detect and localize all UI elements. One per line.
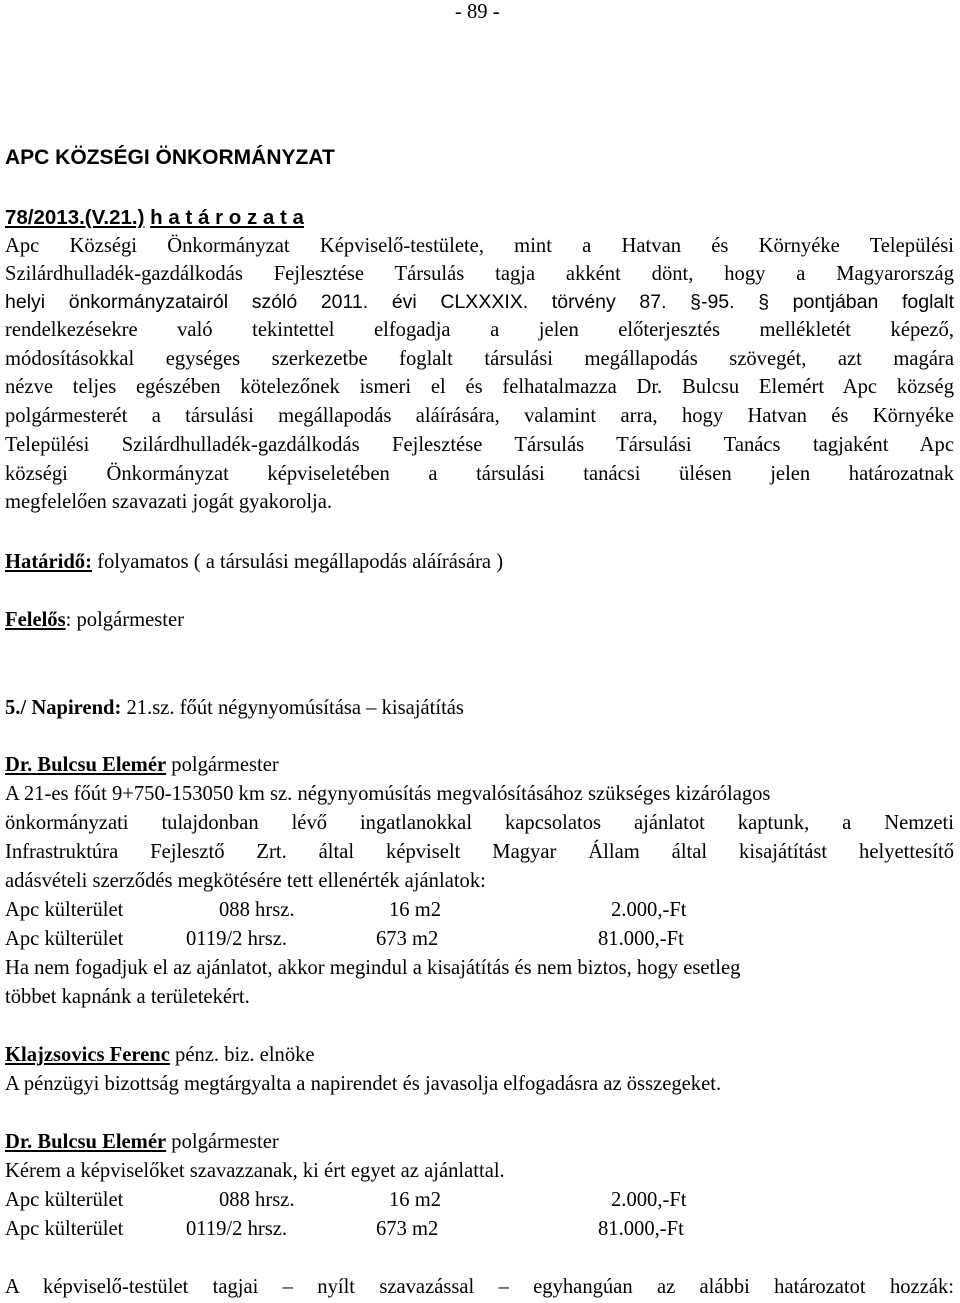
speaker-3-role: polgármester [166, 1131, 279, 1153]
resolution-line-10: megfelelően szavazati jogát gyakorolja. [5, 491, 333, 513]
resolution-line-3: helyi önkormányzatairól szóló 2011. évi CLXXXIX. törvény 87. §-95. § pontjában foglalt [5, 291, 954, 313]
speaker-1 [5, 753, 279, 777]
deadline [5, 550, 503, 574]
responsible-label: Felelős [5, 609, 66, 631]
parcel-place: Apc külterület [5, 1189, 124, 1211]
speaker-1-line-4: adásvételi szerződés megkötésére tett ellenérték ajánlatok: [5, 870, 486, 892]
parcel-area: 673 m2 [376, 928, 439, 950]
resolution-line-4: rendelkezésekre való tekintettel elfogadja a jelen előterjesztés mellékletét képező, [5, 319, 954, 341]
agenda-label: 5./ Napirend: [5, 697, 122, 719]
parcel-area: 16 m2 [389, 899, 442, 921]
parcel-area: 16 m2 [389, 1189, 442, 1211]
deadline-label: Határidő: [5, 551, 92, 573]
resolution-line-7: polgármesterét a társulási megállapodás aláírására, valamint arra, hogy Hatvan és Környéke [5, 405, 954, 427]
resolution-label: h a t á r o z a t a [150, 206, 304, 229]
parcel-price: 2.000,-Ft [611, 899, 687, 921]
speaker-1-line-2: önkormányzati tulajdonban lévő ingatlanokkal kapcsolatos ajánlatot kaptunk, a Nemzeti [5, 812, 954, 834]
parcel-price: 81.000,-Ft [598, 928, 684, 950]
parcel-hrsz: 0119/2 hrsz. [186, 1218, 288, 1240]
resolution-line-8: Települési Szilárdhulladék-gazdálkodás Fejlesztése Társulás Társulási Tanács tagjaként Apc [5, 434, 954, 456]
parcel-place: Apc külterület [5, 1218, 124, 1240]
speaker-1-line-3: Infrastruktúra Fejlesztő Zrt. által képviselt Magyar Állam által kisajátítást helyettesítő [5, 841, 954, 863]
speaker-2-role: pénz. biz. elnöke [169, 1044, 315, 1066]
resolution-line-5: módosításokkal egységes szerkezetbe foglalt társulási megállapodás szövegét, azt magára [5, 348, 954, 370]
document-heading: APC KÖZSÉGI ÖNKORMÁNYZAT [5, 146, 335, 169]
speaker-1-after-line-2: többet kapnánk a területekért. [5, 986, 250, 1008]
resolution-line-9: községi Önkormányzat képviseletében a társulási tanácsi ülésen jelen határozatnak [5, 463, 954, 485]
resolution-line-1: Apc Községi Önkormányzat Képviselő-testülete, mint a Hatvan és Környéke Települési [5, 235, 954, 257]
resolution-line-2: Szilárdhulladék-gazdálkodás Fejlesztése Társulás tagja akként dönt, hogy a Magyarország [5, 263, 954, 285]
parcel-hrsz: 088 hrsz. [219, 899, 295, 921]
speaker-3 [5, 1130, 279, 1154]
speaker-2 [5, 1043, 315, 1067]
speaker-1-name: Dr. Bulcsu Elemér [5, 754, 167, 776]
parcel-place: Apc külterület [5, 899, 124, 921]
speaker-2-line: A pénzügyi bizottság megtárgyalta a napirendet és javasolja elfogadásra az összegeket. [5, 1073, 722, 1095]
resolution-number: 78/2013.(V.21.) [5, 206, 145, 229]
speaker-1-after-line-1: Ha nem fogadjuk el az ajánlatot, akkor megindul a kisajátítás és nem biztos, hogy esetleg [5, 957, 741, 979]
parcel-area: 673 m2 [376, 1218, 439, 1240]
speaker-1-role: polgármester [166, 754, 279, 776]
parcel-price: 2.000,-Ft [611, 1189, 687, 1211]
resolution-header [5, 206, 304, 230]
agenda-value: 21.sz. főút négynyomúsítása – kisajátítás [121, 697, 464, 719]
resolution-line-6: nézve teljes egészében kötelezőnek ismeri el és felhatalmazza Dr. Bulcsu Elemért Apc község [5, 376, 954, 398]
parcel-place: Apc külterület [5, 928, 124, 950]
parcel-price: 81.000,-Ft [598, 1218, 684, 1240]
deadline-value: folyamatos ( a társulási megállapodás aláírására ) [91, 551, 504, 573]
responsible-value: : polgármester [65, 609, 184, 631]
speaker-2-name: Klajzsovics Ferenc [5, 1044, 170, 1066]
closing-line: A képviselő-testület tagjai – nyílt szavazással – egyhangúan az alábbi határozatot hozzák: [5, 1276, 954, 1298]
agenda-item [5, 696, 464, 720]
speaker-3-name: Dr. Bulcsu Elemér [5, 1131, 167, 1153]
speaker-3-line: Kérem a képviselőket szavazzanak, ki ért egyet az ajánlattal. [5, 1160, 505, 1182]
speaker-1-line-1: A 21-es főút 9+750-153050 km sz. négynyomúsítás megvalósításához szükséges kizárólagos [5, 783, 771, 805]
page-number: - 89 - [455, 1, 500, 23]
parcel-hrsz: 088 hrsz. [219, 1189, 295, 1211]
responsible [5, 608, 184, 632]
parcel-hrsz: 0119/2 hrsz. [186, 928, 288, 950]
